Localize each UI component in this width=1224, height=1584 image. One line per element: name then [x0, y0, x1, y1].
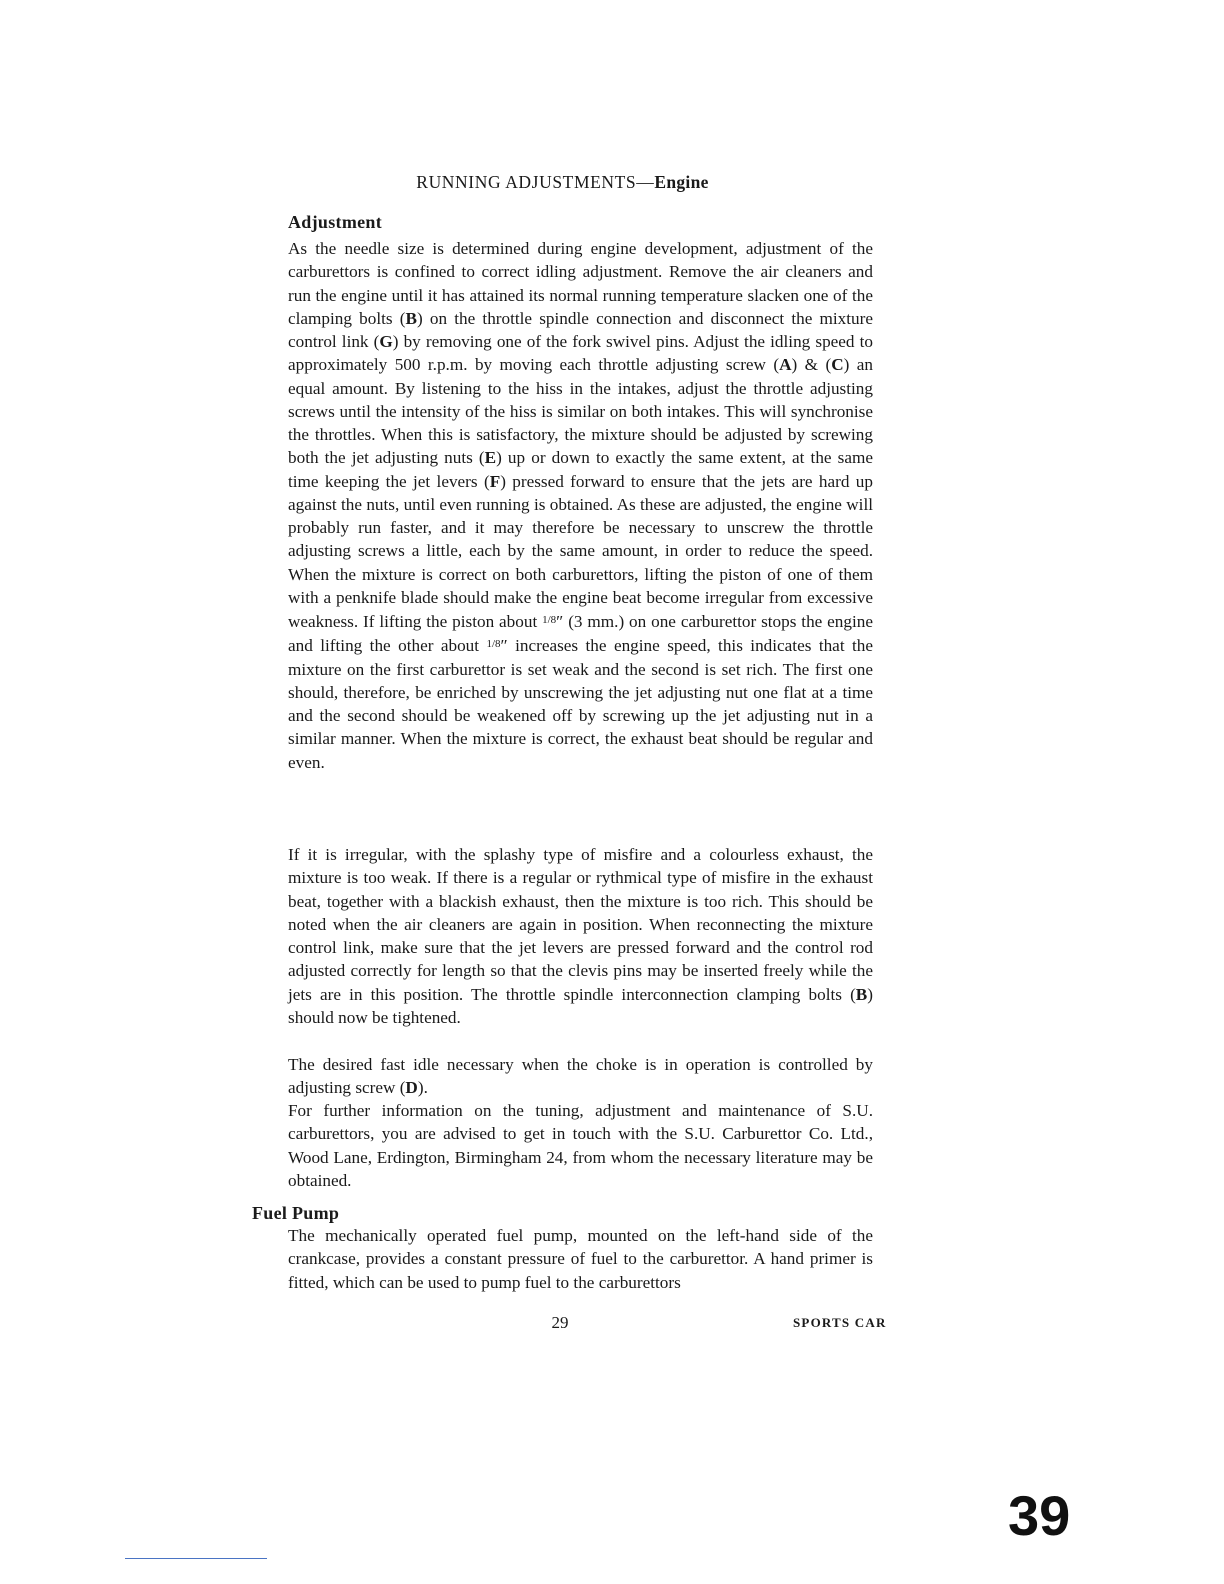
- header-title: RUNNING ADJUSTMENTS—: [416, 172, 655, 192]
- adjustment-paragraph-4: For further information on the tuning, adjustment and maintenance of S.U. carburettors, you are advised to get in touch with the S.U. Carburettor Co. Ltd., Wood Lane, Erdington, Birmingham 24, from whom the necessary literature may be obtained.: [288, 1101, 873, 1190]
- fraction-eighth: 1/8: [542, 614, 557, 626]
- sheet-number: 39: [1008, 1484, 1071, 1547]
- adjustment-paragraph-3: The desired fast idle necessary when the choke is in operation is controlled by adjusting screw (D).: [288, 1055, 873, 1098]
- fraction-eighth: 1/8: [486, 638, 501, 651]
- ref-f: F: [489, 471, 501, 491]
- running-header: [250, 172, 875, 193]
- ref-b: B: [855, 984, 868, 1004]
- fuel-pump-paragraph: The mechanically operated fuel pump, mounted on the left-hand side of the crankcase, provides a constant pressure of fuel to the carburettor. A hand primer is fitted, which can be used to pump fuel to the carburettors: [288, 1226, 873, 1292]
- ref-b: B: [405, 308, 417, 328]
- ref-g: G: [379, 332, 393, 351]
- ref-e: E: [484, 448, 497, 468]
- header-title-bold: Engine: [654, 172, 709, 192]
- page-number: 29: [551, 1313, 569, 1332]
- adjustment-heading: Adjustment: [288, 212, 383, 232]
- adjustment-paragraph-2: If it is irregular, with the splashy type of misfire and a colourless exhaust, the mixture is too weak. If there is a regular or rythmical type of misfire in the exhaust beat, together with a blackish exhaust, then the mixture is too rich. This should be noted when the air cleaners are again in position. When reconnecting the mixture control link, make sure that the jet levers are pressed forward and the control rod adjusted correctly for length so that the clevis pins may be inserted freely while the jets are in this position. The throttle spindle interconnection clamping bolts (B) should now be tightened.: [288, 845, 873, 1027]
- ref-c: C: [831, 355, 844, 375]
- adjustment-paragraph-1: As the needle size is determined during engine development, adjustment of the carburettors is confined to correct idling adjustment. Remove the air cleaners and run the engine until it has attained its normal running temperature slacken one of the clamping bolts (B) on the throttle spindle connection and disconnect the mixture control link (G) by removing one of the fork swivel pins. Adjust the idling speed to approximately 500 r.p.m. by moving each throttle adjusting screw (A) & (C) an equal amount. By listening to the hiss in the intakes, adjust the throttle adjusting screws until the intensity of the hiss is similar on both intakes. This will synchronise the throttles. When this is satisfactory, the mixture should be adjusted by screwing both the jet adjusting nuts (E) up or down to exactly the same extent, at the same time keeping the jet levers (F) pressed forward to ensure that the jets are hard up against the nuts, until even running is obtained. As these are adjusted, the engine will probably run faster, and it may therefore be necessary to unscrew the throttle adjusting screws a little, each by the same amount, in order to reduce the speed. When the mixture is correct on both carburettors, lifting the piston of one of them with a penknife blade should make the engine beat become irregular from excessive weakness. If lifting the piston about $^{1/8}$″ (3 mm.) on one carburettor stops the engine and lifting the other about $^{1/8}$″ increases the engine speed, this indicates that the mixture on the first carburettor is set weak and the second is set rich. The first one should, therefore, be enriched by unscrewing the jet adjusting nut one flat at a time and the second should be weakened off by screwing up the jet adjusting nut in a similar manner. When the mixture is correct, the exhaust beat should be regular and even.: [288, 239, 874, 772]
- fuel-pump-heading: Fuel Pump: [252, 1203, 340, 1223]
- ref-a: A: [779, 355, 792, 375]
- edition-label: SPORTS CAR: [793, 1315, 887, 1330]
- footnote-rule: [125, 1558, 267, 1559]
- ref-d: D: [405, 1078, 418, 1098]
